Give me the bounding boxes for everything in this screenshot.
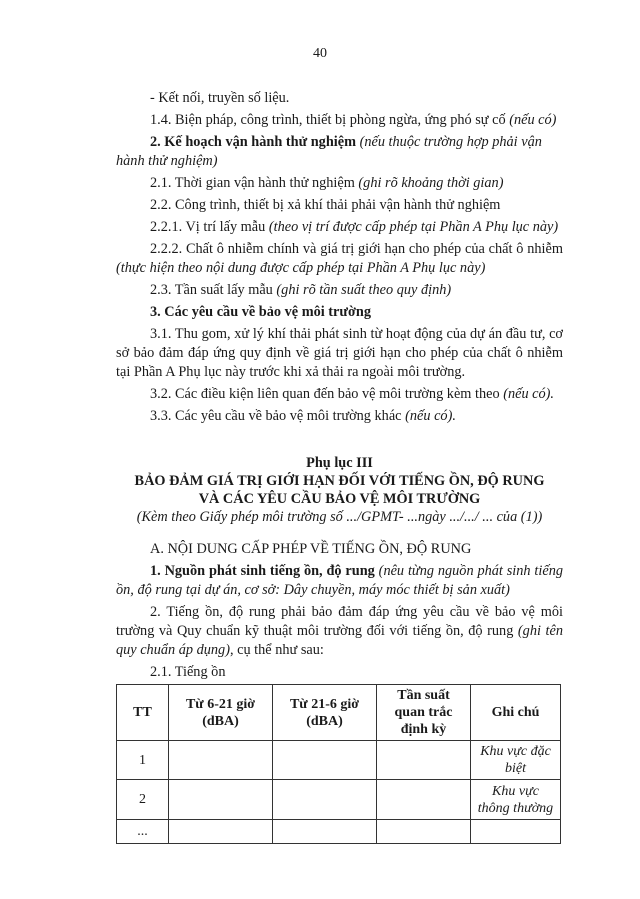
cell-tt: ... [117, 820, 169, 844]
cell-day [169, 780, 273, 820]
header-tt: TT [117, 685, 169, 741]
section-a-p2: 2. Tiếng ồn, độ rung phải bảo đảm đáp ứng yêu cầu về bảo vệ môi trường và Quy chuẩn kỹ thuật môi trường đối với tiếng ồn, độ rung (ghi tên quy chuẩn áp dụng), cụ thể như sau: [116, 604, 563, 658]
appendix-title-line2: VÀ CÁC YÊU CẦU BẢO VỆ MÔI TRƯỜNG [198, 491, 481, 507]
cell-frequency [377, 741, 471, 780]
cell-day [169, 820, 273, 844]
cell-frequency [377, 820, 471, 844]
section-a-p3: 2.1. Tiếng ồn [150, 664, 226, 680]
appendix-title-line1: BẢO ĐẢM GIÁ TRỊ GIỚI HẠN ĐỐI VỚI TIẾNG ỒN, ĐỘ RUNG [134, 473, 545, 489]
line-2-2-2: 2.2.2. Chất ô nhiễm chính và giá trị giới hạn cho phép của chất ô nhiễm (thực hiện theo nội dung được cấp phép tại Phần A Phụ lục này) [116, 241, 563, 276]
line-3-1: 3.1. Thu gom, xử lý khí thải phát sinh từ hoạt động của dự án đầu tư, cơ sở bảo đảm đáp ứng quy định về giá trị giới hạn cho phép của chất ô nhiễm tại Phần A Phụ lục này trước khi xả thải ra ngoài môi trường. [116, 326, 563, 380]
header-frequency: Tần suất quan trắc định kỳ [377, 685, 471, 741]
cell-frequency [377, 780, 471, 820]
heading-3-requirements: 3. Các yêu cầu về bảo vệ môi trường [150, 304, 371, 320]
line-2-3: 2.3. Tần suất lấy mẫu (ghi rõ tần suất theo quy định) [150, 282, 452, 298]
section-a-heading: A. NỘI DUNG CẤP PHÉP VỀ TIẾNG ỒN, ĐỘ RUNG [150, 541, 472, 557]
table-row [117, 741, 561, 780]
cell-note [471, 820, 561, 844]
header-day: Từ 6-21 giờ (dBA) [169, 685, 273, 741]
cell-tt: 1 [117, 741, 169, 780]
table-row [117, 820, 561, 844]
table-row [117, 780, 561, 820]
line-2-1: 2.1. Thời gian vận hành thử nghiệm (ghi rõ khoảng thời gian) [150, 175, 504, 191]
cell-night [273, 780, 377, 820]
header-note: Ghi chú [471, 685, 561, 741]
header-night: Từ 21-6 giờ (dBA) [273, 685, 377, 741]
line-1-4: 1.4. Biện pháp, công trình, thiết bị phòng ngừa, ứng phó sự cố (nếu có) [150, 112, 557, 128]
noise-limits-table [116, 684, 561, 844]
line-3-3: 3.3. Các yêu cầu về bảo vệ môi trường khác (nếu có). [150, 408, 456, 424]
appendix-subtitle: (Kèm theo Giấy phép môi trường số .../GPMT- ...ngày .../.../ ... của (1)) [136, 509, 543, 525]
page-number: 40 [313, 46, 327, 61]
section-a-p1: 1. Nguồn phát sinh tiếng ồn, độ rung (nêu từng nguồn phát sinh tiếng ồn, độ rung tại dự án, cơ sở: Dây chuyền, máy móc thiết bị sản xuất) [116, 563, 563, 598]
cell-note: Khu vực thông thường [471, 780, 561, 820]
document-body [116, 89, 563, 844]
line-2-2: 2.2. Công trình, thiết bị xả khí thải phải vận hành thử nghiệm [150, 197, 501, 213]
line-data-connection: - Kết nối, truyền số liệu. [150, 90, 290, 106]
table-header-row [117, 685, 561, 741]
appendix-label: Phụ lục III [306, 455, 373, 471]
line-3-2: 3.2. Các điều kiện liên quan đến bảo vệ môi trường kèm theo (nếu có). [150, 386, 554, 402]
cell-note: Khu vực đặc biệt [471, 741, 561, 780]
cell-day [169, 741, 273, 780]
line-2-2-1: 2.2.1. Vị trí lấy mẫu (theo vị trí được cấp phép tại Phần A Phụ lục này) [150, 219, 559, 235]
cell-night [273, 820, 377, 844]
heading-2-test-operation: 2. Kế hoạch vận hành thử nghiệm (nếu thuộc trường hợp phải vận hành thử nghiệm) [116, 134, 542, 169]
cell-night [273, 741, 377, 780]
cell-tt: 2 [117, 780, 169, 820]
